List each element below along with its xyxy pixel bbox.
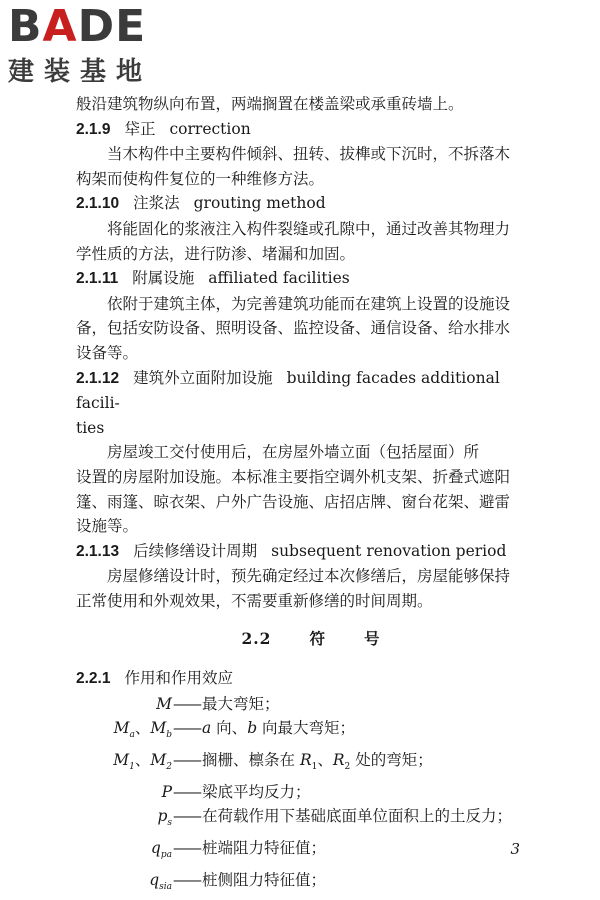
term-english: grouting method [193,194,326,213]
definition-line: 将能固化的浆液注入构件裂缝或孔隙中，通过改善其物理力 [107,219,511,238]
definition-line: 构架而使构件复位的一种维修方法。 [76,169,325,188]
symbol: $q_{pa}$ [150,838,172,860]
term-english: correction [169,119,251,138]
term-definition [76,564,546,613]
section-title-char: 号 [363,629,381,649]
symbol-dash: —— [173,694,200,713]
definition-line: 当木构件中主要构件倾斜、扭转、拔榫或下沉时，不拆落木 [107,145,511,164]
definition-line: 备，包括安防设备、照明设备、监控设备、通信设备、给水排水 [76,319,511,338]
logo-letters-de: DE [77,1,147,52]
section-number: 2.2 [241,629,272,649]
term-chinese: 附属设施 [132,269,195,288]
symbol: M [156,694,172,713]
definition-line: 设施等。 [76,517,139,536]
symbol: P [161,782,172,801]
definition-line: 房屋修缮设计时，预先确定经过本次修缮后，房屋能够保持 [107,567,511,586]
symbol-row [76,868,546,900]
term-chinese: 后续修缮设计周期 [133,541,258,560]
term-number: 2.1.11 [76,270,119,288]
symbol-description: 桩侧阻力特征值； [202,870,327,889]
page-number: 3 [510,840,520,858]
subsection-number: 2.2.1 [76,670,111,688]
section-title-char: 符 [309,629,326,649]
term-english: affiliated facilities [208,269,350,288]
continued-paragraph: 般沿建筑物纵向布置，两端搁置在楼盖梁或承重砖墙上。 [76,95,464,113]
section-title [76,627,546,652]
symbol-description: 在荷载作用下基础底面单位面积上的土反力； [202,807,513,826]
term-heading [76,539,546,565]
symbol-row [76,716,546,748]
symbol: $M_a$、$M_b$ [113,719,172,741]
symbol-description: 梁底平均反力； [202,782,311,801]
definition-line: 设备等。 [76,343,139,362]
term-heading [76,191,546,217]
symbol-description: a 向、b 向最大弯矩； [202,719,356,738]
symbol-dash: —— [173,838,200,857]
term-english-continued: ties [76,418,105,437]
symbol-dash: —— [173,750,200,769]
logo-letters-b: B [8,1,43,52]
subsection-title: 作用和作用效应 [124,669,233,688]
definition-line: 学性质的方法，进行防渗、堵漏和加固。 [76,244,356,263]
logo-subtitle: 建装基地 [8,57,153,87]
definition-line: 设置的房屋附加设施。本标准主要指空调外机支架、折叠式遮阳 [76,467,511,486]
term-heading [76,266,546,292]
symbol-row [76,780,546,805]
symbol-description: 搁栅、檩条在 $R_1$、$R_2$ 处的弯矩； [202,750,433,773]
symbol-description: 桩端阻力特征值； [202,838,327,857]
symbol: $M_1$、$M_2$ [113,750,172,773]
definition-line: 房屋竣工交付使用后，在房屋外墙立面（包括屋面）所 [107,443,480,462]
term-chinese: 注浆法 [133,194,180,213]
term-definition [76,292,546,366]
term-number: 2.1.13 [76,542,120,560]
symbol: $p_s$ [157,807,172,829]
symbol-row [76,692,546,717]
subsection-heading [76,666,546,692]
term-definition [76,440,546,538]
symbol-dash: —— [173,782,200,801]
term-english: building facades additional facili- [76,368,500,413]
term-heading [76,117,546,143]
term-number: 2.1.9 [76,120,111,138]
term-heading [76,366,546,441]
term-chinese: 建筑外立面附加设施 [133,368,273,387]
symbol-row [76,748,546,780]
term-chinese: 牮正 [124,119,156,138]
symbol-dash: —— [173,807,200,826]
symbol-row [76,836,546,868]
definition-line: 篷、雨篷、晾衣架、户外广告设施、店招店牌、窗台花架、避雷 [76,492,511,511]
symbol-dash: —— [173,870,200,889]
definition-line: 正常使用和外观效果，不需要重新修缮的时间周期。 [76,591,433,610]
document-body [76,92,546,899]
symbol-dash: —— [173,719,200,738]
symbol-description: 最大弯矩； [202,694,280,713]
term-number: 2.1.12 [76,369,120,387]
symbol-row [76,804,546,836]
term-english: subsequent renovation period [271,541,507,560]
definition-line: 依附于建筑主体，为完善建筑功能而在建筑上设置的设施设 [107,294,511,313]
logo-wordmark [8,1,178,52]
logo-letter-a-accent: A [42,1,78,52]
term-number: 2.1.10 [76,195,120,213]
symbol: $q_{sia}$ [149,870,172,892]
term-definition [76,217,546,266]
brand-logo [8,1,178,88]
term-definition [76,142,546,191]
